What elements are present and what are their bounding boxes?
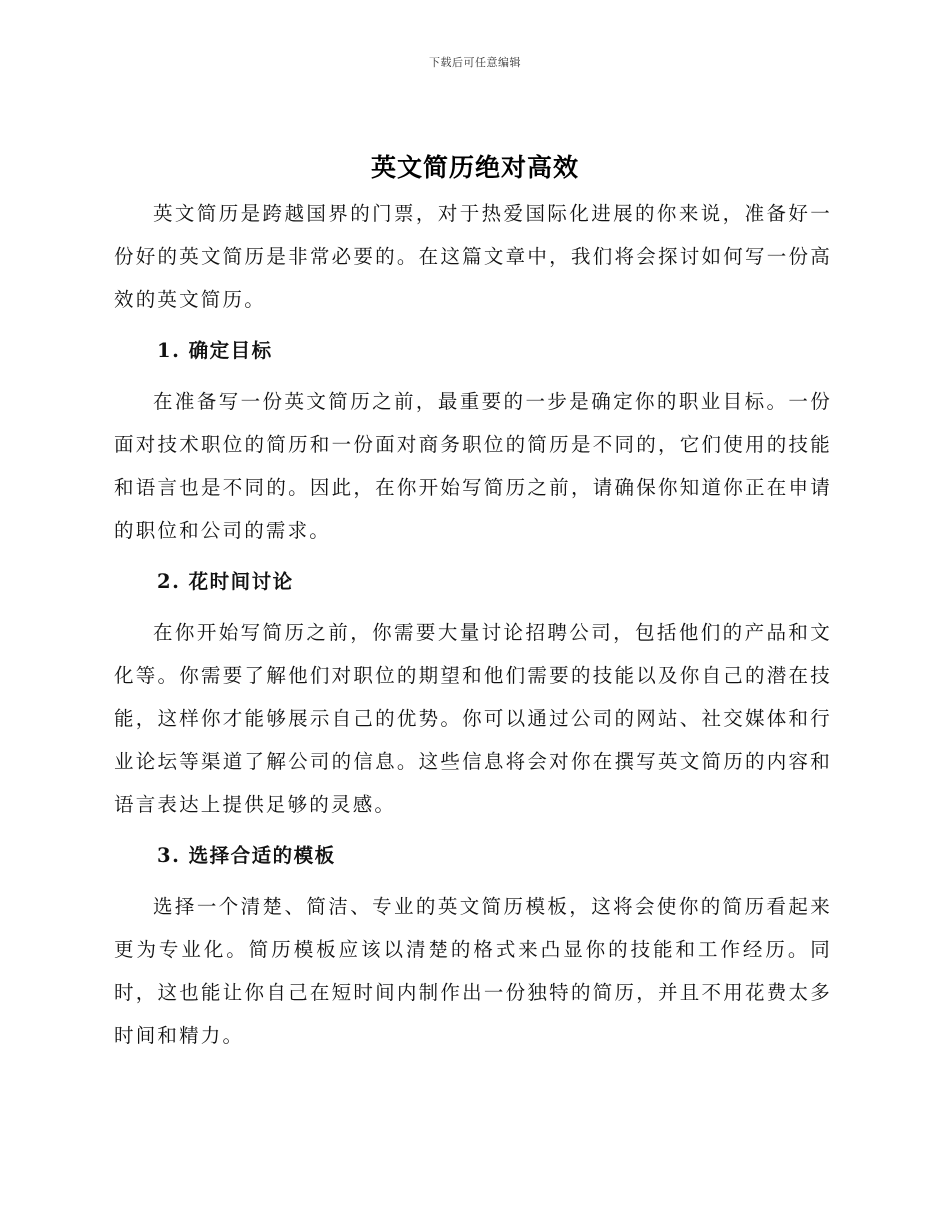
document-title: 英文简历绝对高效: [370, 153, 579, 182]
header-note: 下载后可任意编辑: [429, 56, 521, 69]
section-heading-2: 2. 花时间讨论: [157, 570, 294, 593]
section-heading-1: 1. 确定目标: [157, 339, 273, 362]
section-paragraph-3: 选择一个清楚、简洁、专业的英文简历模板，这将会使你的简历看起来更为专业化。简历模板应该以清楚的格式来凸显你的技能和工作经历。同时，这也能让你自己在短时间内制作出一份独特的简历，并且不用花费太多时间和精力。: [114, 895, 832, 1047]
section-paragraph-2: 在你开始写简历之前，你需要大量讨论招聘公司，包括他们的产品和文化等。你需要了解他们对职位的期望和他们需要的技能以及你自己的潜在技能，这样你才能够展示自己的优势。你可以通过公司的网站、社交媒体和行业论坛等渠道了解公司的信息。这些信息将会对你在撰写英文简历的内容和语言表达上提供足够的灵感。: [114, 621, 832, 816]
section-paragraph-1: 在准备写一份英文简历之前，最重要的一步是确定你的职业目标。一份面对技术职位的简历和一份面对商务职位的简历是不同的，它们使用的技能和语言也是不同的。因此，在你开始写简历之前，请确保你知道你正在申请的职位和公司的需求。: [114, 390, 832, 542]
section-heading-3: 3. 选择合适的模板: [157, 844, 336, 867]
document-body: [114, 192, 832, 1057]
intro-paragraph: 英文简历是跨越国界的门票，对于热爱国际化进展的你来说，准备好一份好的英文简历是非常必要的。在这篇文章中，我们将会探讨如何写一份高效的英文简历。: [114, 202, 832, 311]
